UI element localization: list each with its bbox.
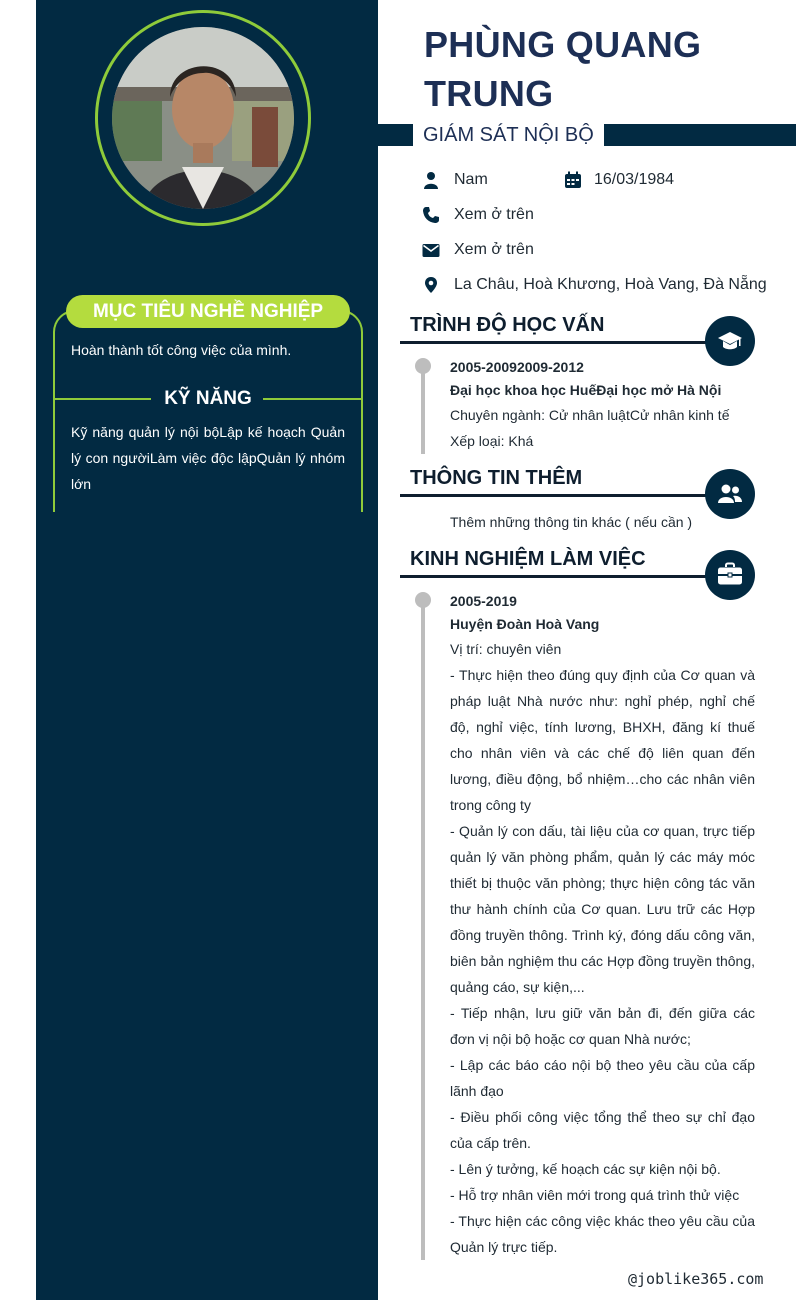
- experience-role: Vị trí: chuyên viên: [450, 641, 562, 657]
- additional-title: THÔNG TIN THÊM: [410, 467, 583, 489]
- education-title: TRÌNH ĐỘ HỌC VẤN: [410, 314, 605, 336]
- duty-item: - Lập các báo cáo nội bộ theo yêu cầu của cấp lãnh đạo: [450, 1057, 755, 1099]
- education-divider: [400, 341, 720, 344]
- experience-timeline: [421, 600, 425, 1260]
- candidate-name: PHÙNG QUANG TRUNG: [424, 24, 702, 114]
- education-period: 2005-20092009-2012: [450, 359, 584, 375]
- avatar: [112, 27, 294, 209]
- gender-value: Nam: [454, 171, 488, 188]
- duty-item: - Tiếp nhận, lưu giữ văn bản đi, đến giữa các đơn vị nội bộ hoặc cơ quan Nhà nước;: [450, 1005, 755, 1047]
- watermark: @joblike365.com: [628, 1270, 764, 1288]
- education-major: Chuyên ngành: Cử nhân luậtCử nhân kinh tế: [450, 407, 730, 423]
- objective-title: MỤC TIÊU NGHỀ NGHIỆP: [66, 295, 350, 328]
- experience-timeline-dot: [415, 592, 431, 608]
- experience-company: Huyện Đoàn Hoà Vang: [450, 616, 600, 632]
- education-timeline-dot: [415, 358, 431, 374]
- avatar-ring: [95, 10, 311, 226]
- address-value: La Châu, Hoà Khương, Hoà Vang, Đà Nẵng: [454, 276, 767, 293]
- additional-divider: [400, 494, 720, 497]
- location-icon: [422, 276, 440, 294]
- experience-duties: [450, 662, 755, 1260]
- phone-icon: [422, 206, 440, 224]
- experience-period: 2005-2019: [450, 593, 517, 609]
- user-icon: [422, 171, 440, 189]
- job-title: GIÁM SÁT NỘI BỘ: [413, 119, 604, 151]
- experience-title: KINH NGHIỆM LÀM VIỆC: [410, 548, 646, 570]
- duty-item: - Quản lý con dấu, tài liệu của cơ quan, trực tiếp quản lý văn phòng phẩm, quản lý các máy móc thiết bị thuộc văn phòng; thực hiện công tác văn thư hành chính của Cơ quan. Lưu trữ các Hợp đồng truyền thông. Trình ký, đóng dấu công văn, biên bản nghiệm thu các Hợp đồng truyền thông, quảng cáo, sự kiện,...: [450, 823, 755, 995]
- skills-text: Kỹ năng quản lý nội bộLập kế hoạch Quản lý con ngườiLàm việc độc lậpQuản lý nhóm lớn: [71, 424, 345, 492]
- duty-item: - Điều phối công việc tổng thể theo sự chỉ đạo của cấp trên.: [450, 1109, 755, 1151]
- education-rank: Xếp loại: Khá: [450, 433, 534, 449]
- duty-item: - Thực hiện các công việc khác theo yêu cầu của Quản lý trực tiếp.: [450, 1213, 755, 1255]
- skills-title: KỸ NĂNG: [154, 388, 262, 409]
- experience-divider: [400, 575, 720, 578]
- education-timeline: [421, 366, 425, 454]
- email-value: Xem ở trên: [454, 241, 534, 258]
- skills-heading: [55, 386, 361, 412]
- briefcase-icon: [717, 562, 743, 588]
- duty-item: - Hỗ trợ nhân viên mới trong quá trình thử việc: [450, 1187, 740, 1203]
- duty-item: - Thực hiện theo đúng quy định của Cơ quan và pháp luật Nhà nước như: nghỉ phép, nghỉ chế độ, nghỉ việc, tính lương, BHXH, đăng kí thuế cho nhân viên và các chế độ liên quan đến lương, điều động, bổ nhiệm…cho các nhân viên trong công ty: [450, 667, 755, 813]
- education-school: Đại học khoa học HuếĐại học mở Hà Nội: [450, 382, 722, 398]
- email-icon: [422, 241, 440, 259]
- phone-value: Xem ở trên: [454, 206, 534, 223]
- birthdate-value: 16/03/1984: [594, 171, 675, 188]
- objective-text: Hoàn thành tốt công việc của mình.: [71, 342, 292, 358]
- calendar-icon: [564, 171, 582, 189]
- users-icon: [717, 481, 743, 507]
- duty-item: - Lên ý tưởng, kế hoạch các sự kiện nội bộ.: [450, 1161, 721, 1177]
- additional-text: Thêm những thông tin khác ( nếu cần ): [450, 514, 693, 530]
- graduation-cap-icon: [717, 328, 743, 354]
